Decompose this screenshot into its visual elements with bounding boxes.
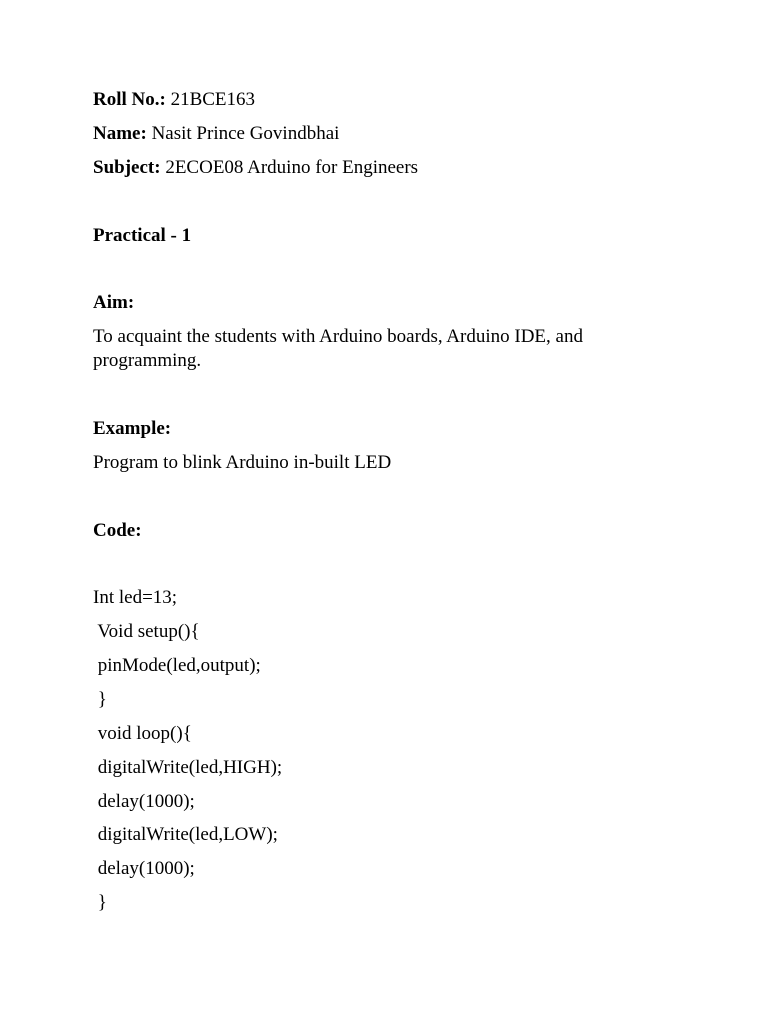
code-line: }	[93, 892, 107, 913]
name-value: Nasit Prince Govindbhai	[151, 123, 340, 144]
code-line: digitalWrite(led,LOW);	[93, 824, 278, 845]
example-heading: Example:	[93, 418, 172, 439]
code-line: delay(1000);	[93, 791, 195, 812]
roll-number-value: 21BCE163	[170, 89, 256, 110]
roll-number-line	[93, 88, 255, 112]
code-line: Int led=13;	[93, 587, 178, 608]
code-heading: Code:	[93, 520, 142, 541]
code-line: digitalWrite(led,HIGH);	[93, 757, 283, 778]
code-line: void loop(){	[93, 723, 192, 744]
name-label: Name:	[93, 123, 147, 144]
aim-heading: Aim:	[93, 292, 135, 313]
code-line: pinMode(led,output);	[93, 655, 261, 676]
example-text: Program to blink Arduino in-built LED	[93, 452, 392, 473]
code-line: delay(1000);	[93, 858, 195, 879]
subject-value: 2ECOE08 Arduino for Engineers	[165, 157, 419, 178]
aim-text: To acquaint the students with Arduino boards, Arduino IDE, and programming.	[93, 326, 583, 371]
code-line: }	[93, 689, 107, 710]
roll-number-label: Roll No.:	[93, 89, 166, 110]
subject-label: Subject:	[93, 157, 161, 178]
name-line	[93, 122, 339, 146]
subject-line	[93, 156, 418, 180]
code-line: Void setup(){	[93, 621, 200, 642]
practical-title: Practical - 1	[93, 225, 192, 246]
